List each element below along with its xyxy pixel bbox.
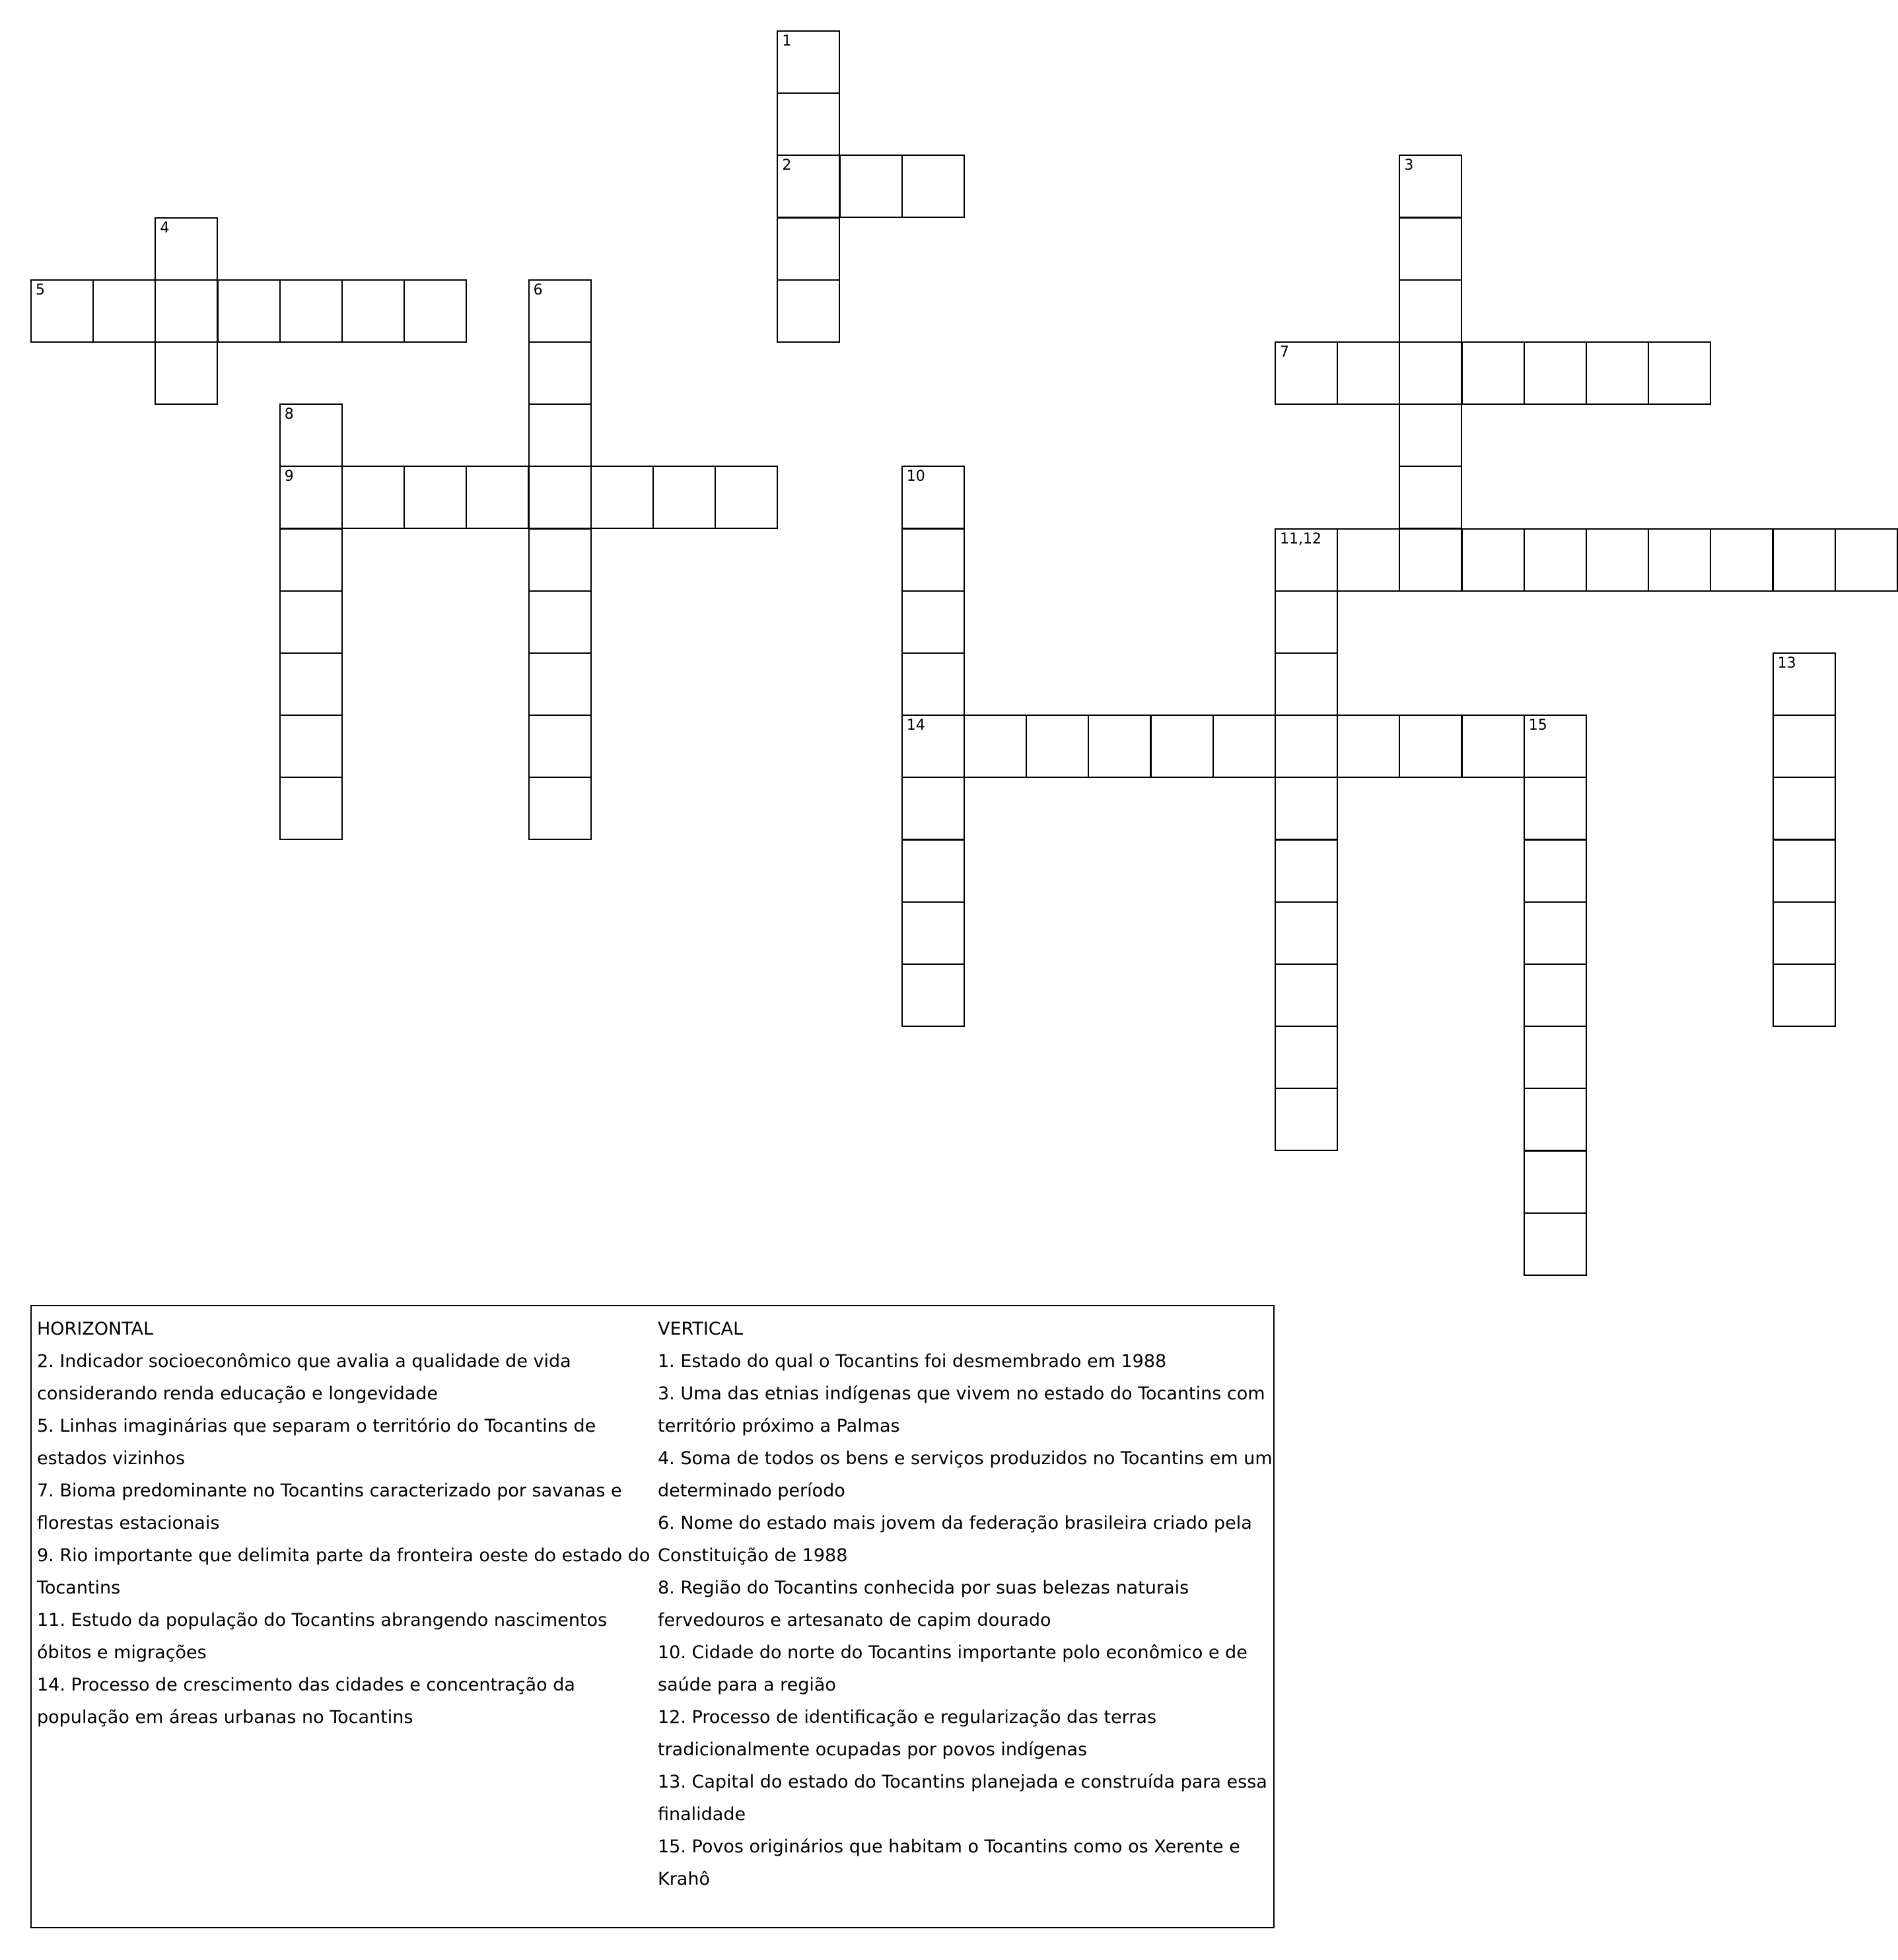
grid-cell[interactable] bbox=[341, 279, 405, 343]
grid-cell-input[interactable] bbox=[903, 592, 964, 652]
grid-cell[interactable] bbox=[528, 279, 592, 343]
grid-cell[interactable] bbox=[1586, 341, 1649, 405]
vertical-clue-line: finalidade bbox=[658, 1804, 746, 1825]
grid-cell-input[interactable] bbox=[281, 716, 341, 777]
grid-cell-input[interactable] bbox=[94, 281, 155, 341]
grid-cell[interactable] bbox=[839, 155, 903, 218]
grid-cell-input[interactable] bbox=[1400, 716, 1461, 777]
grid-cell[interactable] bbox=[1399, 715, 1462, 778]
grid-cell-input[interactable] bbox=[1276, 903, 1337, 963]
grid-cell-input[interactable] bbox=[1587, 530, 1648, 590]
grid-cell[interactable] bbox=[1524, 1026, 1587, 1089]
grid-cell[interactable] bbox=[528, 590, 592, 654]
horizontal-clue-line: 2. Indicador socioeconômico que avalia a qualidade de vida bbox=[37, 1351, 571, 1372]
vertical-clue-line: tradicionalmente ocupadas por povos indígenas bbox=[658, 1739, 1088, 1760]
grid-cell-input[interactable] bbox=[903, 156, 964, 217]
grid-cell-input[interactable] bbox=[281, 592, 341, 652]
grid-cell-input[interactable] bbox=[1525, 1089, 1586, 1150]
grid-cell-input[interactable] bbox=[219, 281, 279, 341]
grid-cell[interactable] bbox=[777, 92, 840, 156]
grid-cell[interactable] bbox=[528, 652, 592, 716]
grid-cell-input[interactable] bbox=[1276, 716, 1337, 777]
grid-cell-input[interactable] bbox=[1400, 219, 1461, 279]
grid-cell-input[interactable] bbox=[281, 530, 341, 590]
grid-cell-input[interactable] bbox=[1276, 343, 1337, 403]
clue-number-label: 7 bbox=[1280, 344, 1289, 361]
grid-cell-input[interactable] bbox=[1463, 716, 1524, 777]
grid-cell-input[interactable] bbox=[1276, 841, 1337, 901]
grid-cell-input[interactable] bbox=[592, 467, 652, 528]
grid-cell-input[interactable] bbox=[778, 156, 839, 217]
horizontal-clue-line: florestas estacionais bbox=[37, 1513, 220, 1533]
clue-number-label: 13 bbox=[1777, 655, 1796, 672]
grid-cell[interactable] bbox=[528, 466, 592, 529]
grid-cell[interactable] bbox=[1773, 901, 1836, 965]
clue-number-label: 14 bbox=[906, 717, 925, 734]
grid-cell-input[interactable] bbox=[1400, 405, 1461, 466]
grid-cell-input[interactable] bbox=[1774, 965, 1835, 1026]
clue-number-label: 2 bbox=[782, 157, 792, 174]
grid-cell-input[interactable] bbox=[1276, 1089, 1337, 1150]
grid-cell[interactable] bbox=[155, 279, 218, 343]
grid-cell[interactable] bbox=[1213, 715, 1276, 778]
grid-cell-input[interactable] bbox=[654, 467, 715, 528]
grid-cell[interactable] bbox=[901, 466, 965, 529]
grid-cell[interactable] bbox=[1399, 155, 1462, 218]
grid-cell[interactable] bbox=[901, 839, 965, 903]
clue-number-label: 5 bbox=[36, 281, 45, 298]
horizontal-heading: HORIZONTAL bbox=[37, 1319, 154, 1339]
clue-number-label: 4 bbox=[160, 219, 170, 236]
horizontal-clue-line: 7. Bioma predominante no Tocantins caracterizado por savanas e bbox=[37, 1481, 622, 1501]
grid-cell-input[interactable] bbox=[965, 716, 1026, 777]
vertical-clue-line: 3. Uma das etnias indígenas que vivem no estado do Tocantins com bbox=[658, 1383, 1265, 1404]
grid-cell-input[interactable] bbox=[530, 343, 590, 403]
grid-cell-input[interactable] bbox=[778, 281, 839, 341]
grid-cell-input[interactable] bbox=[1338, 343, 1399, 403]
grid-cell-input[interactable] bbox=[1525, 778, 1586, 839]
grid-cell[interactable] bbox=[590, 466, 654, 529]
grid-cell[interactable] bbox=[1399, 403, 1462, 467]
grid-cell-input[interactable] bbox=[1649, 343, 1710, 403]
grid-cell[interactable] bbox=[528, 403, 592, 467]
grid-cell[interactable] bbox=[1337, 715, 1400, 778]
grid-cell[interactable] bbox=[279, 279, 343, 343]
horizontal-clue-line: 9. Rio importante que delimita parte da fronteira oeste do estado do bbox=[37, 1545, 650, 1566]
vertical-clue-line: 6. Nome do estado mais jovem da federação brasileira criado pela bbox=[658, 1513, 1252, 1533]
vertical-clue-line: 4. Soma de todos os bens e serviços produzidos no Tocantins em um bbox=[658, 1448, 1273, 1469]
grid-cell[interactable] bbox=[217, 279, 281, 343]
grid-cell[interactable] bbox=[1275, 590, 1338, 654]
grid-cell-input[interactable] bbox=[1774, 716, 1835, 777]
grid-cell-input[interactable] bbox=[1276, 1027, 1337, 1088]
grid-cell-input[interactable] bbox=[1214, 716, 1275, 777]
grid-cell-input[interactable] bbox=[1276, 778, 1337, 839]
grid-cell-input[interactable] bbox=[1400, 467, 1461, 528]
grid-cell-input[interactable] bbox=[1338, 530, 1399, 590]
grid-cell-input[interactable] bbox=[903, 903, 964, 963]
grid-cell[interactable] bbox=[1275, 715, 1338, 778]
grid-cell[interactable] bbox=[279, 715, 343, 778]
grid-cell-input[interactable] bbox=[405, 281, 466, 341]
horizontal-clue-line: estados vizinhos bbox=[37, 1448, 186, 1469]
grid-cell[interactable] bbox=[1337, 528, 1400, 592]
vertical-clue-line: 15. Povos originários que habitam o Tocantins como os Xerente e bbox=[658, 1837, 1240, 1857]
grid-cell-input[interactable] bbox=[1836, 530, 1897, 590]
grid-cell-input[interactable] bbox=[778, 219, 839, 279]
grid-cell[interactable] bbox=[155, 217, 218, 281]
grid-cell-input[interactable] bbox=[530, 654, 590, 715]
grid-cell-input[interactable] bbox=[1276, 654, 1337, 715]
grid-cell[interactable] bbox=[964, 715, 1027, 778]
grid-cell-input[interactable] bbox=[281, 405, 341, 466]
grid-cell[interactable] bbox=[777, 30, 840, 94]
grid-cell[interactable] bbox=[1773, 715, 1836, 778]
vertical-clue-line: determinado período bbox=[658, 1481, 845, 1501]
grid-cell[interactable] bbox=[1275, 963, 1338, 1027]
grid-cell-input[interactable] bbox=[903, 467, 964, 528]
grid-cell-input[interactable] bbox=[841, 156, 901, 217]
grid-cell-input[interactable] bbox=[1774, 841, 1835, 901]
grid-cell[interactable] bbox=[1524, 1150, 1587, 1214]
vertical-clues bbox=[658, 1313, 1272, 1895]
grid-cell[interactable] bbox=[1399, 466, 1462, 529]
grid-cell[interactable] bbox=[1461, 528, 1525, 592]
grid-cell-input[interactable] bbox=[1152, 716, 1213, 777]
clue-number-label: 9 bbox=[284, 468, 294, 485]
grid-cell-input[interactable] bbox=[1587, 343, 1648, 403]
grid-cell[interactable] bbox=[279, 590, 343, 654]
vertical-heading: VERTICAL bbox=[658, 1319, 744, 1339]
clue-number-label: 15 bbox=[1528, 717, 1547, 734]
grid-cell-input[interactable] bbox=[467, 467, 528, 528]
grid-cell[interactable] bbox=[1524, 1088, 1587, 1151]
grid-cell[interactable] bbox=[341, 466, 405, 529]
horizontal-clue-line: considerando renda educação e longevidade bbox=[37, 1383, 439, 1404]
grid-cell[interactable] bbox=[1399, 279, 1462, 343]
grid-cell-input[interactable] bbox=[778, 94, 839, 155]
grid-cell-input[interactable] bbox=[32, 281, 92, 341]
grid-cell-input[interactable] bbox=[903, 965, 964, 1026]
grid-cell-input[interactable] bbox=[903, 841, 964, 901]
grid-cell[interactable] bbox=[1773, 777, 1836, 840]
grid-cell[interactable] bbox=[1275, 901, 1338, 965]
grid-cell[interactable] bbox=[1275, 341, 1338, 405]
clue-number-label: 10 bbox=[906, 468, 925, 485]
grid-cell-input[interactable] bbox=[530, 281, 590, 341]
grid-cell-input[interactable] bbox=[530, 592, 590, 652]
grid-cell[interactable] bbox=[901, 715, 965, 778]
clue-number-label: 8 bbox=[284, 406, 294, 423]
grid-cell[interactable] bbox=[1648, 528, 1711, 592]
grid-cell[interactable] bbox=[715, 466, 778, 529]
grid-cell[interactable] bbox=[404, 279, 467, 343]
grid-cell[interactable] bbox=[1524, 715, 1587, 778]
grid-cell-input[interactable] bbox=[1338, 716, 1399, 777]
grid-cell[interactable] bbox=[1275, 777, 1338, 840]
grid-cell-input[interactable] bbox=[1400, 530, 1461, 590]
grid-cell-input[interactable] bbox=[1525, 965, 1586, 1026]
horizontal-clue-line: óbitos e migrações bbox=[37, 1642, 207, 1663]
grid-cell-input[interactable] bbox=[1276, 965, 1337, 1026]
grid-cell[interactable] bbox=[92, 279, 156, 343]
grid-cell[interactable] bbox=[279, 466, 343, 529]
grid-cell[interactable] bbox=[1150, 715, 1214, 778]
horizontal-clue-line: Tocantins bbox=[37, 1578, 121, 1598]
grid-cell-input[interactable] bbox=[716, 467, 777, 528]
vertical-clue-line: 10. Cidade do norte do Tocantins importante polo econômico e de bbox=[658, 1642, 1248, 1663]
grid-cell[interactable] bbox=[1088, 715, 1151, 778]
grid-cell[interactable] bbox=[1773, 528, 1836, 592]
grid-cell[interactable] bbox=[1026, 715, 1089, 778]
clue-number-label: 3 bbox=[1404, 157, 1414, 174]
horizontal-clue-line: população em áreas urbanas no Tocantins bbox=[37, 1707, 413, 1728]
grid-cell[interactable] bbox=[1524, 839, 1587, 903]
grid-cell-input[interactable] bbox=[1525, 716, 1586, 777]
vertical-clue-line: Krahô bbox=[658, 1869, 710, 1889]
grid-cell[interactable] bbox=[528, 341, 592, 405]
grid-cell[interactable] bbox=[1524, 963, 1587, 1027]
vertical-clue-line: Constituição de 1988 bbox=[658, 1545, 848, 1566]
grid-cell-input[interactable] bbox=[1711, 530, 1772, 590]
vertical-clue-line: fervedouros e artesanato de capim dourado bbox=[658, 1610, 1051, 1630]
grid-cell[interactable] bbox=[901, 528, 965, 592]
grid-cell-input[interactable] bbox=[530, 778, 590, 839]
grid-cell-input[interactable] bbox=[903, 654, 964, 715]
grid-cell[interactable] bbox=[1399, 341, 1462, 405]
grid-cell-input[interactable] bbox=[1774, 778, 1835, 839]
grid-cell[interactable] bbox=[30, 279, 94, 343]
horizontal-clue-line: 11. Estudo da população do Tocantins abrangendo nascimentos bbox=[37, 1610, 608, 1630]
grid-cell-input[interactable] bbox=[1525, 1152, 1586, 1212]
grid-cell[interactable] bbox=[404, 466, 467, 529]
grid-cell[interactable] bbox=[1399, 217, 1462, 281]
grid-cell-input[interactable] bbox=[1525, 841, 1586, 901]
grid-cell[interactable] bbox=[1275, 1026, 1338, 1089]
grid-cell[interactable] bbox=[1275, 839, 1338, 903]
grid-cell[interactable] bbox=[777, 155, 840, 218]
grid-cell[interactable] bbox=[528, 715, 592, 778]
grid-cell-input[interactable] bbox=[530, 467, 590, 528]
horizontal-clue-line: 14. Processo de crescimento das cidades e concentração da bbox=[37, 1675, 575, 1695]
grid-cell-input[interactable] bbox=[281, 778, 341, 839]
vertical-clue-line: território próximo a Palmas bbox=[658, 1416, 900, 1436]
grid-cell[interactable] bbox=[279, 652, 343, 716]
grid-cell-input[interactable] bbox=[1400, 156, 1461, 217]
grid-cell[interactable] bbox=[1710, 528, 1773, 592]
grid-cell-input[interactable] bbox=[1525, 1027, 1586, 1088]
grid-cell-input[interactable] bbox=[530, 530, 590, 590]
grid-cell-input[interactable] bbox=[156, 281, 217, 341]
grid-cell-input[interactable] bbox=[1525, 1214, 1586, 1275]
grid-cell-input[interactable] bbox=[903, 778, 964, 839]
grid-cell-input[interactable] bbox=[1089, 716, 1150, 777]
grid-cell[interactable] bbox=[652, 466, 716, 529]
grid-cell-input[interactable] bbox=[1463, 343, 1524, 403]
grid-cell[interactable] bbox=[1524, 341, 1587, 405]
grid-cell-input[interactable] bbox=[903, 530, 964, 590]
grid-cell[interactable] bbox=[528, 777, 592, 840]
grid-cell-input[interactable] bbox=[281, 281, 341, 341]
grid-cell-input[interactable] bbox=[1463, 530, 1524, 590]
grid-cell[interactable] bbox=[1835, 528, 1898, 592]
grid-cell-input[interactable] bbox=[1400, 281, 1461, 341]
grid-cell[interactable] bbox=[1399, 528, 1462, 592]
grid-cell[interactable] bbox=[279, 777, 343, 840]
grid-cell[interactable] bbox=[466, 466, 529, 529]
grid-cell[interactable] bbox=[901, 901, 965, 965]
grid-cell-input[interactable] bbox=[1649, 530, 1710, 590]
grid-cell-input[interactable] bbox=[903, 716, 964, 777]
grid-cell-input[interactable] bbox=[530, 716, 590, 777]
vertical-clue-line: 13. Capital do estado do Tocantins planejada e construída para essa bbox=[658, 1772, 1267, 1792]
grid-cell-input[interactable] bbox=[1027, 716, 1088, 777]
grid-cell-input[interactable] bbox=[530, 405, 590, 466]
grid-cell[interactable] bbox=[777, 279, 840, 343]
vertical-clue-line: 1. Estado do qual o Tocantins foi desmembrado em 1988 bbox=[658, 1351, 1167, 1372]
grid-cell-input[interactable] bbox=[405, 467, 466, 528]
grid-cell[interactable] bbox=[1524, 528, 1587, 592]
grid-cell[interactable] bbox=[1275, 1088, 1338, 1151]
grid-cell[interactable] bbox=[901, 963, 965, 1027]
grid-cell[interactable] bbox=[1524, 1212, 1587, 1276]
grid-cell-input[interactable] bbox=[1525, 530, 1586, 590]
grid-cell[interactable] bbox=[279, 528, 343, 592]
grid-cell-input[interactable] bbox=[343, 467, 404, 528]
grid-cell-input[interactable] bbox=[1400, 343, 1461, 403]
grid-cell[interactable] bbox=[1524, 901, 1587, 965]
horizontal-clue-line: 5. Linhas imaginárias que separam o território do Tocantins de bbox=[37, 1416, 596, 1436]
clue-number-label: 1 bbox=[782, 33, 792, 50]
grid-cell[interactable] bbox=[155, 341, 218, 405]
grid-cell[interactable] bbox=[1337, 341, 1400, 405]
grid-cell[interactable] bbox=[279, 403, 343, 467]
grid-cell[interactable] bbox=[1773, 839, 1836, 903]
grid-cell[interactable] bbox=[1773, 963, 1836, 1027]
grid-cell-input[interactable] bbox=[778, 32, 839, 92]
clue-box bbox=[30, 1305, 1275, 1928]
grid-cell-input[interactable] bbox=[343, 281, 404, 341]
grid-cell[interactable] bbox=[901, 777, 965, 840]
grid-cell[interactable] bbox=[1524, 777, 1587, 840]
grid-cell[interactable] bbox=[1773, 652, 1836, 716]
grid-cell[interactable] bbox=[1648, 341, 1711, 405]
grid-cell-input[interactable] bbox=[1276, 592, 1337, 652]
horizontal-clues bbox=[37, 1313, 651, 1733]
grid-cell[interactable] bbox=[1461, 341, 1525, 405]
vertical-clue-line: 8. Região do Tocantins conhecida por suas belezas naturais bbox=[658, 1578, 1189, 1598]
grid-cell[interactable] bbox=[901, 590, 965, 654]
grid-cell[interactable] bbox=[1586, 528, 1649, 592]
clue-number-label: 11,12 bbox=[1280, 530, 1321, 547]
grid-cell[interactable] bbox=[901, 652, 965, 716]
grid-cell-input[interactable] bbox=[281, 654, 341, 715]
vertical-clue-line: saúde para a região bbox=[658, 1675, 836, 1695]
grid-cell-input[interactable] bbox=[1525, 903, 1586, 963]
grid-cell[interactable] bbox=[777, 217, 840, 281]
clue-number-label: 6 bbox=[533, 281, 543, 298]
grid-cell-input[interactable] bbox=[156, 219, 217, 279]
grid-cell-input[interactable] bbox=[1774, 903, 1835, 963]
grid-cell-input[interactable] bbox=[1774, 654, 1835, 715]
grid-cell-input[interactable] bbox=[281, 467, 341, 528]
grid-cell-input[interactable] bbox=[1525, 343, 1586, 403]
grid-cell[interactable] bbox=[1275, 528, 1338, 592]
grid-cell-input[interactable] bbox=[1276, 530, 1337, 590]
grid-cell[interactable] bbox=[1275, 652, 1338, 716]
grid-cell-input[interactable] bbox=[156, 343, 217, 403]
grid-cell[interactable] bbox=[901, 155, 965, 218]
grid-cell[interactable] bbox=[1461, 715, 1525, 778]
grid-cell[interactable] bbox=[528, 528, 592, 592]
grid-cell-input[interactable] bbox=[1774, 530, 1835, 590]
vertical-clue-line: 12. Processo de identificação e regularização das terras bbox=[658, 1707, 1157, 1728]
